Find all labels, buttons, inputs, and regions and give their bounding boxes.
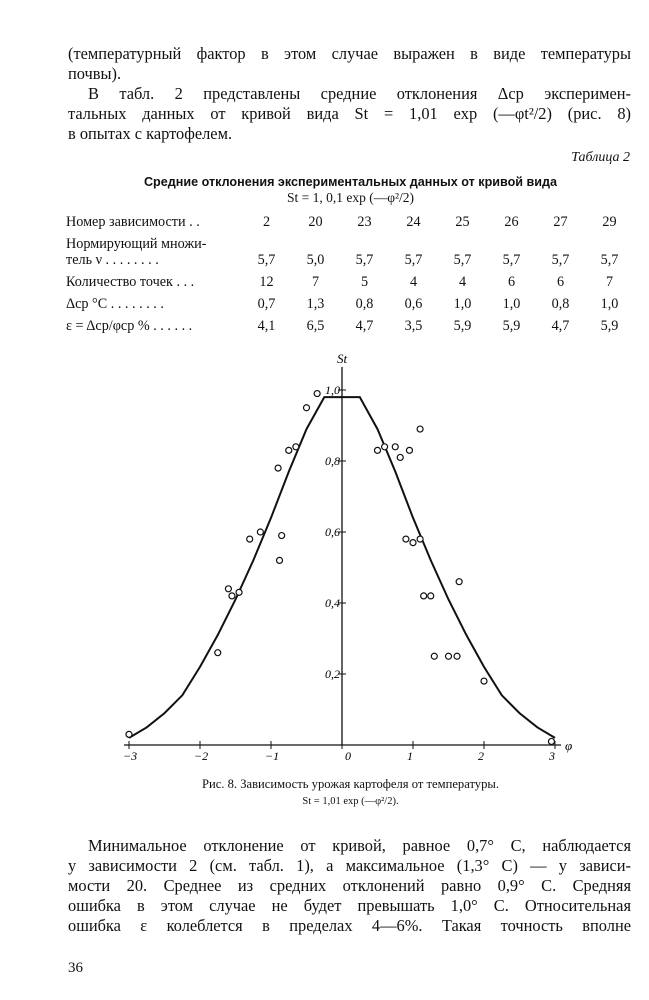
deviations-table — [66, 214, 634, 334]
text-line: у зависимости 2 (см. табл. 1), а максимальное (1,3° С) — у зависи- — [68, 856, 631, 875]
data-point — [126, 731, 132, 737]
data-point — [277, 557, 283, 563]
x-tick-label: 2 — [478, 749, 484, 763]
x-tick-label: 3 — [549, 749, 555, 763]
table-cell: 7 — [605, 274, 614, 290]
data-point — [314, 391, 320, 397]
table-row — [66, 290, 634, 312]
y-tick-label: 0,4 — [325, 596, 340, 610]
table-cell: 20 — [308, 214, 323, 230]
table-cell — [438, 230, 487, 252]
data-point — [392, 444, 398, 450]
paragraph-table-reference — [68, 84, 631, 144]
table-cell: 5 — [360, 274, 369, 290]
data-point — [247, 536, 253, 542]
row-label: тель ν . . . . . . . . — [66, 252, 159, 268]
table-cell: 4 — [409, 274, 418, 290]
table-cell: 5,7 — [257, 252, 276, 268]
row-label: Нормирующий множи- — [66, 236, 207, 252]
table-cell: 0,8 — [551, 296, 570, 312]
conclusion-paragraph — [68, 836, 631, 936]
table-cell: 4 — [458, 274, 467, 290]
text-line: (температурный фактор в этом случае выражен в виде температуры — [68, 44, 631, 63]
table-row — [66, 312, 634, 334]
text-line: почвы). — [68, 64, 122, 83]
x-tick-label: −1 — [265, 749, 280, 763]
data-point — [431, 653, 437, 659]
x-tick-label: −3 — [123, 749, 138, 763]
data-point — [397, 454, 403, 460]
x-tick-label: −2 — [194, 749, 209, 763]
table-cell: 23 — [357, 214, 372, 230]
table-cell: 25 — [455, 214, 470, 230]
data-point — [406, 447, 412, 453]
y-axis-label: St — [337, 351, 348, 366]
data-point — [417, 536, 423, 542]
text-line: ошибка ε колеблется в пределах 4—6%. Такая точность вполне — [68, 916, 631, 935]
data-point — [417, 426, 423, 432]
table-cell: 5,7 — [453, 252, 472, 268]
table-cell: 1,0 — [600, 296, 619, 312]
table-label: Таблица 2 — [571, 150, 630, 165]
table-cell: 2 — [262, 214, 271, 230]
data-point — [548, 738, 554, 744]
table-cell: 5,9 — [600, 318, 619, 334]
data-point — [382, 444, 388, 450]
table-title — [68, 174, 633, 206]
x-tick-label: 1 — [407, 749, 413, 763]
table-cell: 3,5 — [404, 318, 423, 334]
y-tick-label: 0,2 — [325, 667, 340, 681]
table-cell: 6 — [507, 274, 516, 290]
text-line: ошибка в этом случае не будет превышать 1,0° С. Относительная — [68, 896, 631, 915]
table-cell: 1,0 — [453, 296, 472, 312]
figure-caption — [68, 776, 633, 810]
data-point — [421, 593, 427, 599]
caption-formula: St = 1,01 exp (—φ²/2). — [302, 796, 399, 807]
data-point — [225, 586, 231, 592]
y-tick-label: 0,8 — [325, 454, 340, 468]
table-cell: 1,0 — [502, 296, 521, 312]
data-point — [279, 533, 285, 539]
text-line: в опытах с картофелем. — [68, 124, 233, 143]
table-cell: 24 — [406, 214, 421, 230]
table-cell — [291, 230, 340, 252]
data-point — [446, 653, 452, 659]
table-cell: 27 — [553, 214, 568, 230]
table-cell: 4,7 — [551, 318, 570, 334]
data-point — [293, 444, 299, 450]
page-number: 36 — [68, 960, 83, 976]
table-cell — [389, 230, 438, 252]
y-tick-label: 0,6 — [325, 525, 340, 539]
table-cell: 5,0 — [306, 252, 325, 268]
data-point — [456, 579, 462, 585]
caption-text: Рис. 8. Зависимость урожая картофеля от температуры. — [201, 777, 500, 791]
data-point — [257, 529, 263, 535]
table-cell — [536, 230, 585, 252]
table-cell: 0,7 — [257, 296, 276, 312]
data-point — [403, 536, 409, 542]
row-label: Номер зависимости . . — [66, 214, 200, 230]
data-point — [286, 447, 292, 453]
table-cell: 5,7 — [502, 252, 521, 268]
data-point — [410, 540, 416, 546]
text-line: мости 20. Среднее из средних отклонений равно 0,9° С. Средняя — [68, 876, 631, 895]
table-cell: 0,8 — [355, 296, 374, 312]
row-label: ε = Δср/φср % . . . . . . — [66, 318, 193, 334]
table-subtitle: St = 1, 0,1 exp (—φ²/2) — [286, 190, 415, 205]
table-row — [66, 252, 634, 268]
table-cell: 0,6 — [404, 296, 423, 312]
text-line: Минимальное отклонение от кривой, равное 0,7° С, наблюдается — [88, 836, 631, 855]
data-point — [375, 447, 381, 453]
x-tick-label: 0 — [345, 749, 351, 763]
table-cell: 5,7 — [355, 252, 374, 268]
table-row — [66, 268, 634, 290]
table-cell: 4,7 — [355, 318, 374, 334]
table-cell: 5,7 — [551, 252, 570, 268]
table-cell: 5,7 — [404, 252, 423, 268]
table-cell — [242, 230, 291, 252]
text-line: В табл. 2 представлены средние отклонения Δср эксперимен- — [88, 84, 631, 103]
data-point — [236, 589, 242, 595]
table-cell — [340, 230, 389, 252]
table-cell: 26 — [504, 214, 519, 230]
table-title-text: Средние отклонения экспериментальных данных от кривой вида — [143, 175, 558, 189]
table-cell — [585, 230, 634, 252]
table-cell: 29 — [602, 214, 617, 230]
table-cell: 12 — [259, 274, 274, 290]
intro-paragraph — [68, 44, 631, 84]
x-axis-label: φ — [565, 738, 573, 753]
y-tick-label: 1,0 — [325, 383, 340, 397]
data-point — [481, 678, 487, 684]
table-cell: 1,3 — [306, 296, 325, 312]
table-cell: 7 — [311, 274, 320, 290]
table-cell: 4,1 — [257, 318, 276, 334]
table-cell: 5,9 — [502, 318, 521, 334]
text-line: тальных данных от кривой вида St = 1,01 exp (—φt²/2) (рис. 8) — [68, 104, 631, 123]
data-point — [275, 465, 281, 471]
table-row — [66, 214, 634, 230]
table-cell: 5,9 — [453, 318, 472, 334]
row-label: Количество точек . . . — [66, 274, 195, 290]
figure-8-chart — [0, 345, 649, 775]
data-point — [215, 650, 221, 656]
data-point — [304, 405, 310, 411]
data-point — [229, 593, 235, 599]
table-row — [66, 230, 634, 252]
table-cell: 6 — [556, 274, 565, 290]
table-cell: 6,5 — [306, 318, 325, 334]
data-point — [454, 653, 460, 659]
table-cell — [487, 230, 536, 252]
table-cell: 5,7 — [600, 252, 619, 268]
data-point — [428, 593, 434, 599]
row-label: Δср °С . . . . . . . . — [66, 296, 164, 312]
